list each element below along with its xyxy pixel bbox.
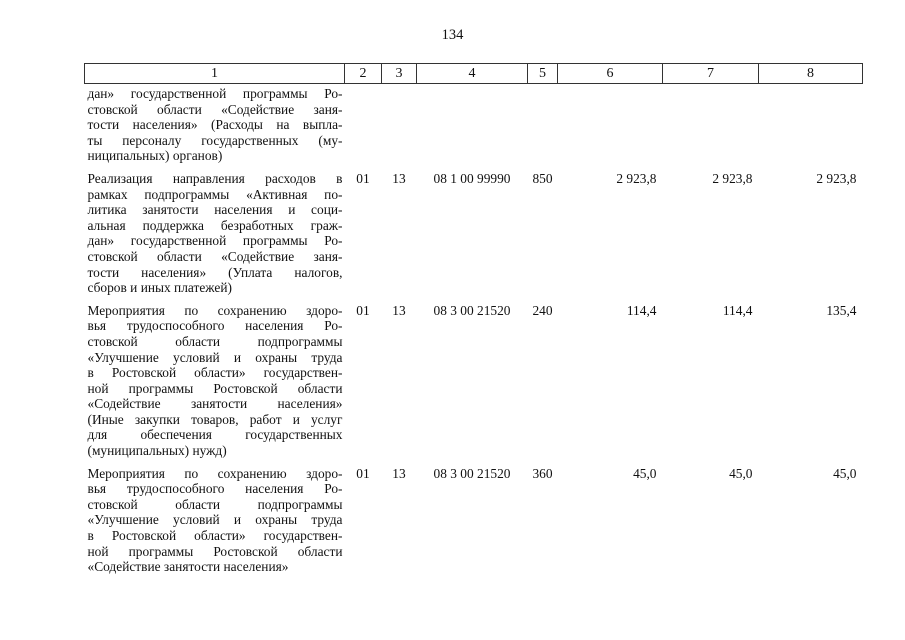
- amount-col-7: 45,0: [729, 465, 753, 481]
- subsection-code: [382, 84, 417, 164]
- table-row: [85, 164, 863, 296]
- description-line: стовской области «Содействие заня-: [87, 248, 343, 264]
- description-line: «Содействие занятости населения»: [87, 396, 343, 412]
- description-line: альная поддержка безработных граж-: [87, 217, 343, 233]
- subsection-code: 13: [392, 302, 406, 318]
- target-article-code: 08 1 00 99990: [433, 170, 511, 186]
- description-line: (муниципальных) нужд): [87, 443, 227, 459]
- amount-col-6: 2 923,8: [616, 170, 657, 186]
- section-code: 01: [356, 465, 370, 481]
- amount-col-6: [558, 84, 663, 164]
- column-header: 8: [759, 64, 863, 84]
- description-line: Реализация направления расходов в: [87, 170, 343, 186]
- description-line: тости населения» (Расходы на выпла-: [87, 117, 343, 133]
- description-line: стовской области «Содействие заня-: [87, 101, 343, 117]
- description-line: Мероприятия по сохранению здоро-: [87, 302, 343, 318]
- column-header: 7: [663, 64, 759, 84]
- amount-col-8: 135,4: [826, 302, 857, 318]
- description-line: вья трудоспособного населения Ро-: [87, 481, 343, 497]
- amount-col-6: 45,0: [633, 465, 657, 481]
- description-line: сборов и иных платежей): [87, 280, 232, 296]
- column-header: 2: [345, 64, 382, 84]
- row-description: [85, 164, 345, 296]
- table-header-row: [85, 64, 863, 84]
- target-article-code: [417, 84, 528, 164]
- description-line: для обеспечения государственных: [87, 427, 343, 443]
- column-header: 5: [528, 64, 558, 84]
- amount-col-8: [759, 84, 863, 164]
- table-row: [85, 84, 863, 164]
- description-line: в Ростовской области» государствен-: [87, 365, 343, 381]
- section-code: 01: [356, 170, 370, 186]
- description-line: литика занятости населения и соци-: [87, 202, 343, 218]
- description-line: ной программы Ростовской области: [87, 380, 343, 396]
- amount-col-8: 2 923,8: [816, 170, 857, 186]
- row-description: [85, 459, 345, 575]
- description-line: Мероприятия по сохранению здоро-: [87, 465, 343, 481]
- expense-type-code: 360: [532, 465, 553, 481]
- target-article-code: 08 3 00 21520: [433, 302, 511, 318]
- subsection-code: 13: [392, 465, 406, 481]
- description-line: рамках подпрограммы «Активная по-: [87, 186, 343, 202]
- description-line: ной программы Ростовской области: [87, 543, 343, 559]
- description-line: «Улучшение условий и охраны труда: [87, 349, 343, 365]
- expense-type-code: 240: [532, 302, 553, 318]
- amount-col-7: 2 923,8: [712, 170, 753, 186]
- column-header: 3: [382, 64, 417, 84]
- description-line: ты персоналу государственных (му-: [87, 132, 343, 148]
- table-row: [85, 459, 863, 575]
- column-header: 4: [417, 64, 528, 84]
- description-line: тости населения» (Уплата налогов,: [87, 264, 343, 280]
- budget-table: [84, 63, 863, 575]
- amount-col-8: 45,0: [833, 465, 857, 481]
- description-line: вья трудоспособного населения Ро-: [87, 318, 343, 334]
- column-header: 1: [85, 64, 345, 84]
- amount-col-7: 114,4: [722, 302, 753, 318]
- row-description: [85, 296, 345, 459]
- description-line: дан» государственной программы Ро-: [87, 233, 343, 249]
- description-line: стовской области подпрограммы: [87, 333, 343, 349]
- expense-type-code: [528, 84, 558, 164]
- page-number: 134: [441, 27, 464, 43]
- amount-col-6: 114,4: [626, 302, 657, 318]
- description-line: дан» государственной программы Ро-: [87, 86, 343, 101]
- description-line: «Улучшение условий и охраны труда: [87, 512, 343, 528]
- section-code: [345, 84, 382, 164]
- description-line: (Иные закупки товаров, работ и услуг: [87, 411, 343, 427]
- amount-col-7: [663, 84, 759, 164]
- description-line: стовской области подпрограммы: [87, 496, 343, 512]
- description-line: в Ростовской области» государствен-: [87, 528, 343, 544]
- description-line: «Содействие занятости населения»: [87, 559, 289, 575]
- table-row: [85, 296, 863, 459]
- column-header: 6: [558, 64, 663, 84]
- table-body: [85, 84, 863, 575]
- subsection-code: 13: [392, 170, 406, 186]
- expense-type-code: 850: [532, 170, 553, 186]
- target-article-code: 08 3 00 21520: [433, 465, 511, 481]
- section-code: 01: [356, 302, 370, 318]
- description-line: ниципальных) органов): [87, 148, 223, 164]
- row-description: [85, 84, 345, 164]
